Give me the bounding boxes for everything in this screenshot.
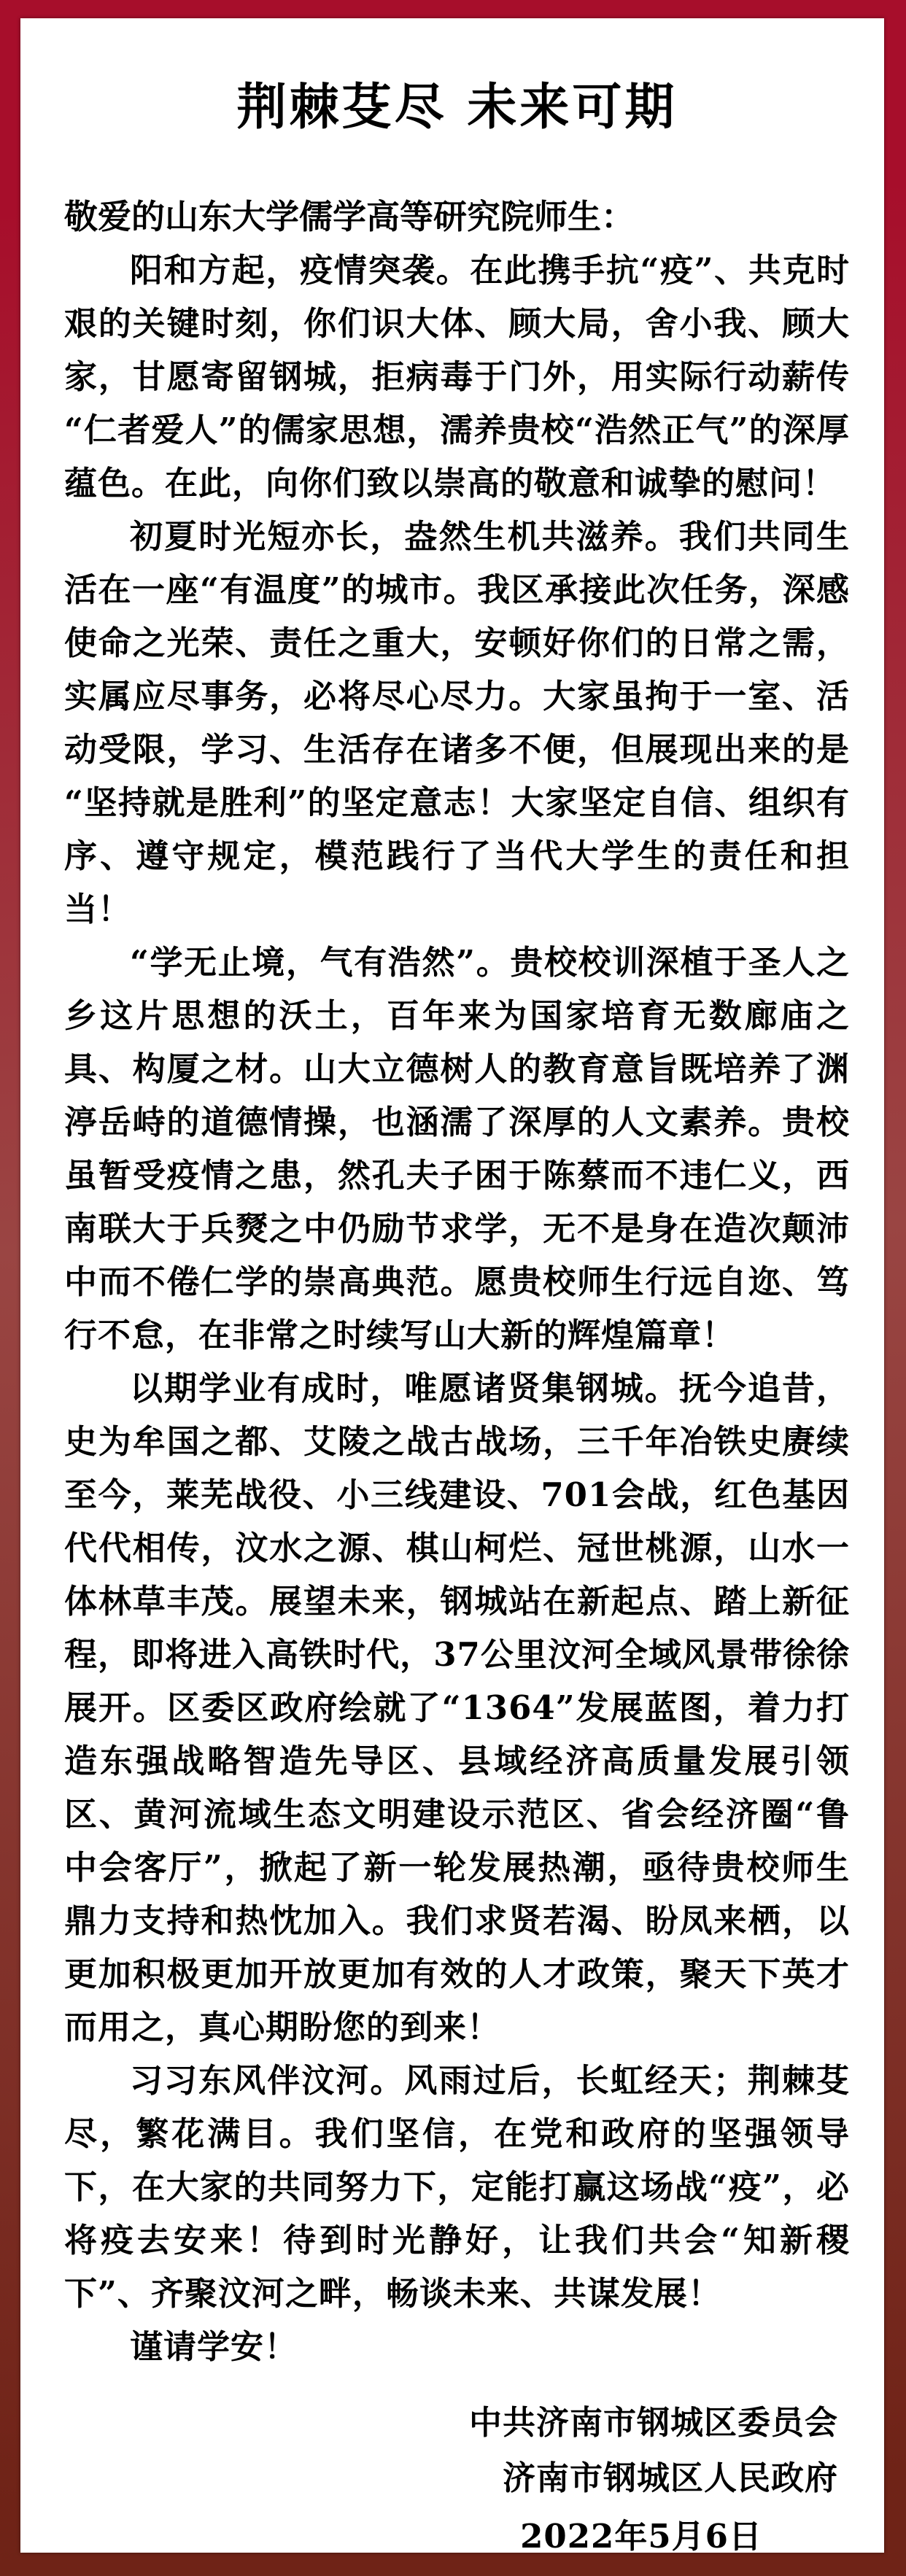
paragraph: 阳和方起，疫情突袭。在此携手抗“疫”、共克时艰的关键时刻，你们识大体、顾大局，舍小我、顾大家，甘愿寄留钢城，拒病毒于门外，用实际行动薪传“仁者爱人”的儒家思想，濡养贵校“浩然正气”的深厚蕴色。在此，向你们致以崇高的敬意和诚挚的慰问！ <box>64 250 850 503</box>
letter-title: 荆棘芟尽 未来可期 <box>236 78 678 136</box>
signature-committee: 中共济南市钢城区委员会 <box>468 2402 838 2442</box>
closing-salute: 谨请学安！ <box>130 2327 298 2366</box>
paragraph: 以期学业有成时，唯愿诸贤集钢城。抚今追昔，史为牟国之都、艾陵之战古战场，三千年冶铁史赓续至今，莱芜战役、小三线建设、701会战，红色基因代代相传，汶水之源、棋山柯烂、冠世桃源，山水一体林草丰茂。展望未来，钢城站在新起点、踏上新征程，即将进入高铁时代，37公里汶河全域风景带徐徐展开。区委区政府绘就了“1364”发展蓝图，着力打造东强战略智造先导区、县域经济高质量发展引领区、黄河流域生态文明建设示范区、省会经济圈“鲁中会客厅”，掀起了新一轮发展热潮，亟待贵校师生鼎力支持和热忱加入。我们求贤若渴、盼凤来栖，以更加积极更加开放更加有效的人才政策，聚天下英才而用之，真心期盼您的到来！ <box>64 1368 850 2047</box>
signature-government: 济南市钢城区人民政府 <box>502 2458 838 2497</box>
salutation: 敬爱的山东大学儒学高等研究院师生： <box>64 196 635 236</box>
paragraph: 习习东风伴汶河。风雨过后，长虹经天；荆棘芟尽，繁花满目。我们坚信，在党和政府的坚强领导下，在大家的共同努力下，定能打赢这场战“疫”，必将疫去安来！待到时光静好，让我们共会“知新稷下”、齐聚汶河之畔，畅谈未来、共谋发展！ <box>64 2060 850 2313</box>
paragraph: “学无止境，气有浩然”。贵校校训深植于圣人之乡这片思想的沃土，百年来为国家培育无数廊庙之具、构厦之材。山大立德树人的教育意旨既培养了渊渟岳峙的道德情操，也涵濡了深厚的人文素养。贵校虽暂受疫情之患，然孔夫子困于陈蔡而不违仁义，西南联大于兵燹之中仍励节求学，无不是身在造次颠沛中而不倦仁学的崇高典范。愿贵校师生行远自迩、笃行不怠，在非常之时续写山大新的辉煌篇章！ <box>64 942 850 1354</box>
signature-block <box>64 2395 850 2553</box>
paragraph: 初夏时光短亦长，盎然生机共滋养。我们共同生活在一座“有温度”的城市。我区承接此次任务，深感使命之光荣、责任之重大，安顿好你们的日常之需，实属应尽事务，必将尽心尽力。大家虽拘于一室、活动受限，学习、生活存在诸多不便，但展现出来的是“坚持就是胜利”的坚定意志！大家坚定自信、组织有序、遵守规定，模范践行了当代大学生的责任和担当！ <box>64 516 850 928</box>
letter-date: 2022年5月6日 <box>520 2516 762 2553</box>
letter-body <box>64 244 850 2373</box>
letter-page <box>20 18 884 2553</box>
